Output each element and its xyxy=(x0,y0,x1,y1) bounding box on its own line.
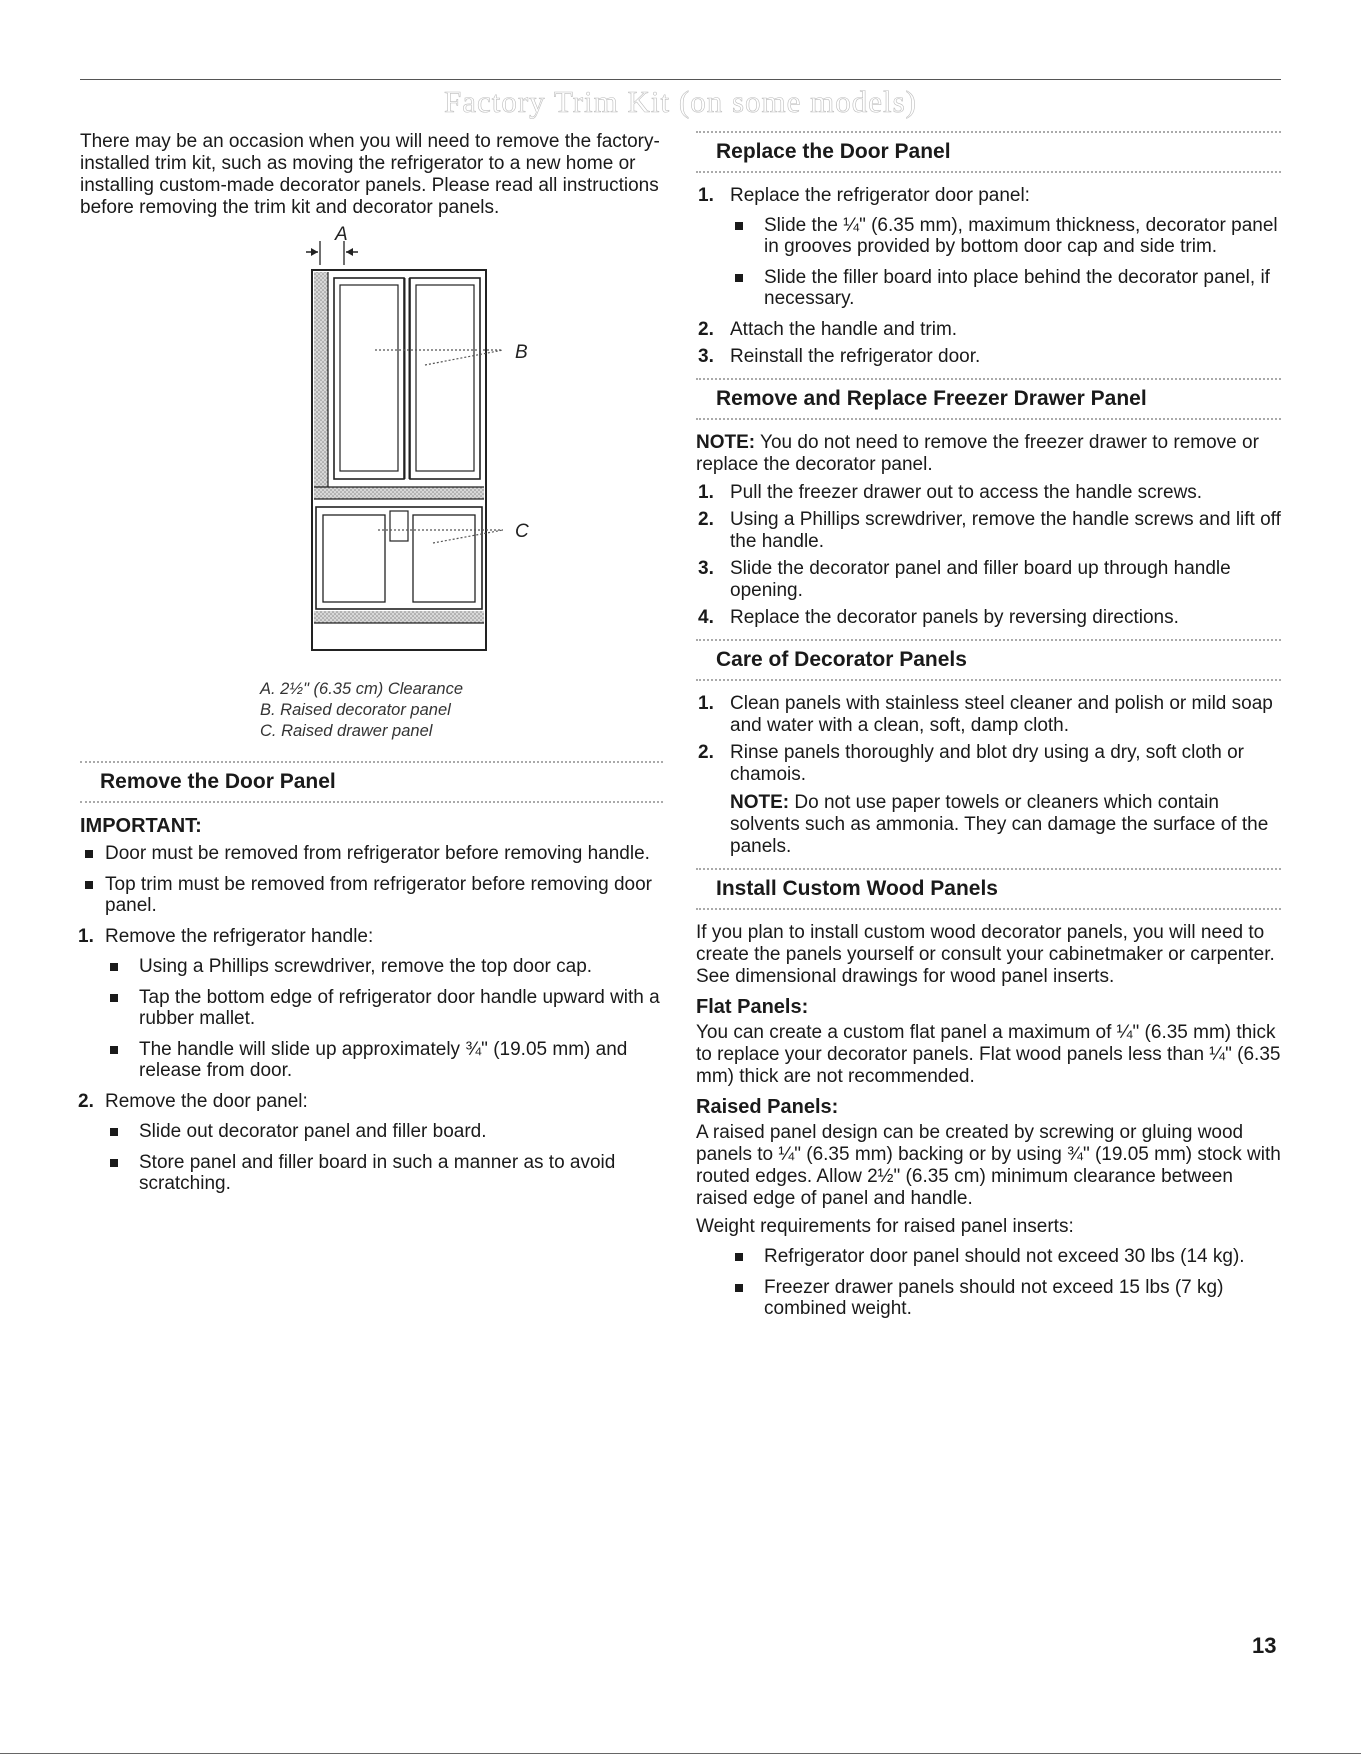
remove-door-heading: Remove the Door Panel xyxy=(80,761,663,803)
bottom-rule xyxy=(0,1753,1361,1754)
care-note: NOTE: Do not use paper towels or cleaners which contain solvents such as ammonia. They can damage the surface of the panels. xyxy=(730,792,1269,857)
list-item: Door must be removed from refrigerator before removing handle. xyxy=(80,843,663,864)
list-item: Store panel and filler board in such a manner as to avoid scratching. xyxy=(105,1152,663,1194)
list-item: Slide the filler board into place behind the decorator panel, if necessary. xyxy=(730,267,1281,309)
step-item: 1. Replace the refrigerator door panel: Slide the ¼" (6.35 mm), maximum thickness, decorator panel in grooves provided by bottom door cap and side trim. Slide the filler board into place behind the decorator panel, if necessary. xyxy=(696,185,1281,309)
care-heading: Care of Decorator Panels xyxy=(696,639,1281,681)
caption-b: B. Raised decorator panel xyxy=(260,701,451,719)
important-label: IMPORTANT: xyxy=(80,815,202,837)
step-item: 2. Rinse panels thoroughly and blot dry using a dry, soft cloth or chamois. NOTE: Do not use paper towels or cleaners which contain solvents such as ammonia. They can damage the surface of the panels. xyxy=(696,742,1281,858)
list-item: Tap the bottom edge of refrigerator door handle upward with a rubber mallet. xyxy=(105,987,663,1029)
right-door-panel xyxy=(410,278,480,479)
flat-panels-heading: Flat Panels: xyxy=(696,996,809,1018)
custom-heading: Install Custom Wood Panels xyxy=(696,868,1281,910)
custom-intro: If you plan to install custom wood decorator panels, you will need to create the panels yourself or consult your cabinetmaker or carpenter. See dimensional drawings for wood panel inserts. xyxy=(696,922,1275,987)
important-list xyxy=(80,843,663,916)
freezer-heading: Remove and Replace Freezer Drawer Panel xyxy=(696,378,1281,420)
step-item: 1. Clean panels with stainless steel cleaner and polish or mild soap and water with a clean, soft, damp cloth. xyxy=(698,693,1273,736)
left-column xyxy=(80,131,663,1204)
bottom-trim xyxy=(314,611,484,623)
freezer-note: NOTE: You do not need to remove the freezer drawer to remove or replace the decorator panel. xyxy=(696,432,1259,475)
raised-panels-heading: Raised Panels: xyxy=(696,1096,839,1118)
list-item: Refrigerator door panel should not exceed 30 lbs (14 kg). xyxy=(730,1246,1281,1267)
top-rule xyxy=(80,79,1281,80)
list-item: Top trim must be removed from refrigerator before removing door panel. xyxy=(80,874,663,916)
freezer-steps xyxy=(696,482,1281,629)
weight-list xyxy=(696,1246,1281,1319)
list-item: The handle will slide up approximately ¾" (19.05 mm) and release from door. xyxy=(105,1039,663,1081)
raised-panels-text: A raised panel design can be created by screwing or gluing wood panels to ¼" (6.35 mm) backing or by using ¾" (19.05 mm) stock with routed edges. Allow 2½" (6.35 cm) minimum clearance between raised edge of panel and handle. xyxy=(696,1122,1281,1209)
figure-captions xyxy=(260,679,463,742)
side-trim xyxy=(314,272,328,487)
weight-intro: Weight requirements for raised panel inserts: xyxy=(696,1216,1074,1237)
step-item: 3. Slide the decorator panel and filler board up through handle opening. xyxy=(698,558,1231,601)
replace-door-heading: Replace the Door Panel xyxy=(696,131,1281,173)
flat-panels-text: You can create a custom flat panel a maximum of ¼" (6.35 mm) thick to replace your decorator panels. Flat wood panels less than ¼" (6.35 mm) thick are not recommended. xyxy=(696,1022,1281,1087)
intro-paragraph: There may be an occasion when you will need to remove the factory-installed trim kit, such as moving the refrigerator to a new home or installing custom-made decorator panels. Please read all instructions before removing the trim kit and decorator panels. xyxy=(80,131,660,218)
list-item: Slide the ¼" (6.35 mm), maximum thickness, decorator panel in grooves provided by bottom door cap and side trim. xyxy=(730,215,1281,257)
drawer-handle xyxy=(390,511,408,541)
replace-door-steps xyxy=(696,185,1281,368)
step-item: 1. Pull the freezer drawer out to access the handle screws. xyxy=(698,482,1203,503)
refrigerator-diagram xyxy=(230,225,550,675)
label-a: A xyxy=(335,225,348,245)
step-item: 2. Attach the handle and trim. xyxy=(698,319,958,340)
caption-c: C. Raised drawer panel xyxy=(260,722,433,740)
freezer-drawer xyxy=(316,507,482,609)
step-item: 2. Using a Phillips screwdriver, remove the handle screws and lift off the handle. xyxy=(698,509,1281,552)
list-item: Slide out decorator panel and filler board. xyxy=(105,1121,663,1142)
trim-kit-figure xyxy=(80,225,663,747)
care-steps xyxy=(696,693,1281,858)
refrigerator-outline xyxy=(312,270,486,650)
step-item: 2. Remove the door panel: Slide out decorator panel and filler board. Store panel and filler board in such a manner as to avoid scratching. xyxy=(80,1091,663,1194)
left-door-panel xyxy=(334,278,404,479)
list-item: Freezer drawer panels should not exceed 15 lbs (7 kg) combined weight. xyxy=(730,1277,1281,1319)
step-item: 4. Replace the decorator panels by reversing directions. xyxy=(698,607,1179,628)
page-title: Factory Trim Kit (on some models) xyxy=(443,84,918,119)
page-number: 13 xyxy=(1252,1633,1277,1658)
label-b: B xyxy=(515,342,528,363)
list-item: Using a Phillips screwdriver, remove the top door cap. xyxy=(105,956,663,977)
step-item: 1. Remove the refrigerator handle: Using a Phillips screwdriver, remove the top door cap. Tap the bottom edge of refrigerator door handle upward with a rubber mallet. The handle will slide up approximately ¾" (19.05 mm) and release from door. xyxy=(80,926,663,1081)
remove-door-steps xyxy=(80,926,663,1194)
divider-trim xyxy=(314,487,484,499)
label-c: C xyxy=(515,521,529,542)
caption-a: A. 2½" (6.35 cm) Clearance xyxy=(260,680,464,698)
step-item: 3. Reinstall the refrigerator door. xyxy=(698,346,981,367)
right-column xyxy=(696,131,1281,1329)
